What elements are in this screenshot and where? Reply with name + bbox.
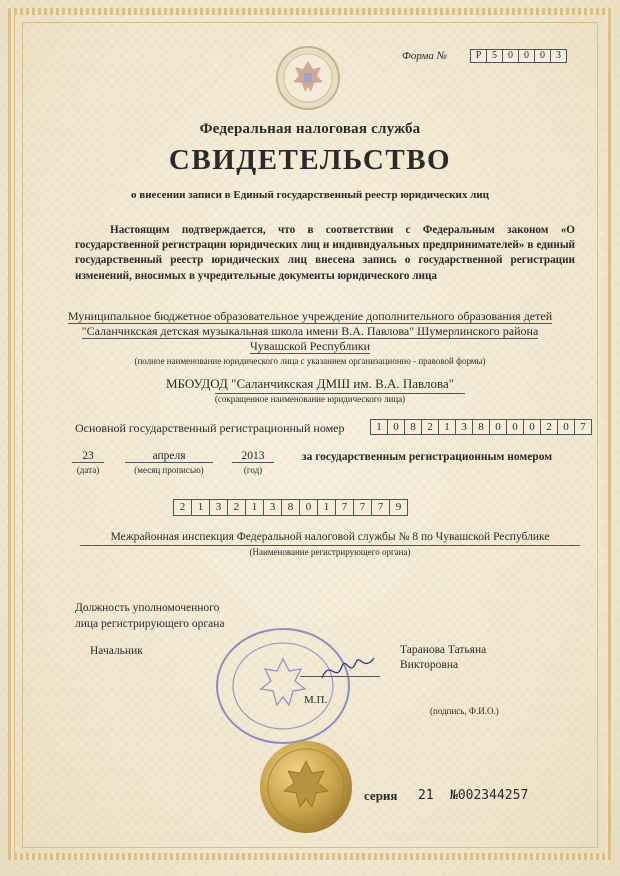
- authority-underline: [80, 545, 580, 546]
- signature-scribble-icon: [318, 648, 378, 688]
- grn-digit: 1: [317, 499, 336, 516]
- grn-digit: 9: [389, 499, 408, 516]
- organization-short-name: МБОУДОД "Саланчикская ДМШ им. В.А. Павлова": [165, 376, 455, 391]
- ogrn-digit: 2: [421, 419, 439, 435]
- date-month: апреля: [125, 450, 213, 463]
- form-code-digit: 3: [550, 49, 567, 63]
- grn-digit: 1: [245, 499, 264, 516]
- form-code-digit: 0: [502, 49, 519, 63]
- full-name-caption: (полное наименование юридического лица с указанием организационно - правовой формы): [134, 356, 486, 366]
- signature-line: [300, 676, 380, 677]
- date-day: 23: [72, 450, 104, 463]
- gold-seal-icon: [258, 739, 354, 835]
- grn-digit: 2: [173, 499, 192, 516]
- document-subtitle: о внесении записи в Единый государственный реестр юридических лиц: [131, 189, 489, 201]
- form-code-digit: 0: [534, 49, 551, 63]
- ogrn-digit: 0: [523, 419, 541, 435]
- grn-digit: 1: [191, 499, 210, 516]
- ogrn-digit: 0: [506, 419, 524, 435]
- grn-digit: 8: [281, 499, 300, 516]
- form-code-digit: 0: [518, 49, 535, 63]
- form-code-digit: Р: [470, 49, 487, 63]
- date-month-caption: (месяц прописью): [134, 465, 204, 475]
- grn-digit: 7: [353, 499, 372, 516]
- form-code-boxes: [470, 49, 566, 63]
- registering-authority: Межрайонная инспекция Федеральной налоговой службы № 8 по Чувашской Республике: [110, 531, 550, 543]
- signer-name-line2: Викторовна: [400, 659, 459, 671]
- ogrn-digit: 2: [540, 419, 558, 435]
- organization-full-name: [60, 309, 560, 354]
- signer-name: [400, 643, 486, 673]
- form-code-digit: 5: [486, 49, 503, 63]
- grn-digit: 3: [209, 499, 228, 516]
- grn-digit: 3: [263, 499, 282, 516]
- ogrn-digit: 8: [404, 419, 422, 435]
- agency-name: Федеральная налоговая служба: [199, 121, 421, 137]
- date-year-caption: (год): [243, 465, 263, 475]
- seal-place-label: М.П.: [304, 694, 328, 706]
- ogrn-label: Основной государственный регистрационный номер: [75, 421, 345, 435]
- grn-digit: 7: [335, 499, 354, 516]
- official-position: Начальник: [90, 645, 143, 657]
- position-label-line1: Должность уполномоченного: [75, 602, 220, 614]
- ogrn-digit: 0: [557, 419, 575, 435]
- registration-number-label: за государственным регистрационным номером: [302, 451, 553, 463]
- ogrn-digit: 0: [387, 419, 405, 435]
- signer-name-line1: Таранова Татьяна: [400, 644, 487, 656]
- serial-label: серия: [364, 788, 398, 803]
- grn-digit: 0: [299, 499, 318, 516]
- date-year: 2013: [232, 450, 274, 463]
- official-position-label: [75, 601, 224, 632]
- ogrn-digit: 1: [370, 419, 388, 435]
- grn-boxes: [173, 499, 407, 516]
- serial-series: 21: [418, 788, 434, 803]
- grn-digit: 7: [371, 499, 390, 516]
- body-paragraph: Настоящим подтверждается, что в соответствии с Федеральным законом «О государственной регистрации юридических лиц и индивидуальных предпринимателей» в единый государственный реестр юридических лиц внесена запись о государственной регистрации изменений, вносимых в учредительные документы юридического лица: [75, 224, 575, 282]
- ogrn-digit: 8: [472, 419, 490, 435]
- serial-number: №002344257: [450, 788, 529, 803]
- date-day-caption: (дата): [76, 465, 100, 475]
- form-label: Форма №: [402, 50, 447, 62]
- ogrn-digit: 1: [438, 419, 456, 435]
- position-label-line2: лица регистрирующего органа: [75, 617, 225, 630]
- authority-caption: (Наименование регистрирующего органа): [249, 547, 411, 557]
- short-name-caption: (сокращенное наименование юридического лица): [214, 394, 406, 404]
- ogrn-digit: 0: [489, 419, 507, 435]
- signature-caption: (подпись, Ф.И.О.): [430, 706, 499, 716]
- emblem-icon: [275, 45, 341, 111]
- document-title: СВИДЕТЕЛЬСТВО: [168, 144, 452, 176]
- organization-full-name-text: Муниципальное бюджетное образовательное учреждение дополнительного образования детей "Саланчикская детская музыкальная школа имени В.А. Павлова" Шумерлинского района Чувашской Республики: [67, 309, 553, 353]
- ogrn-digit: 3: [455, 419, 473, 435]
- grn-digit: 2: [227, 499, 246, 516]
- ogrn-digit: 7: [574, 419, 592, 435]
- ogrn-boxes: [370, 419, 591, 435]
